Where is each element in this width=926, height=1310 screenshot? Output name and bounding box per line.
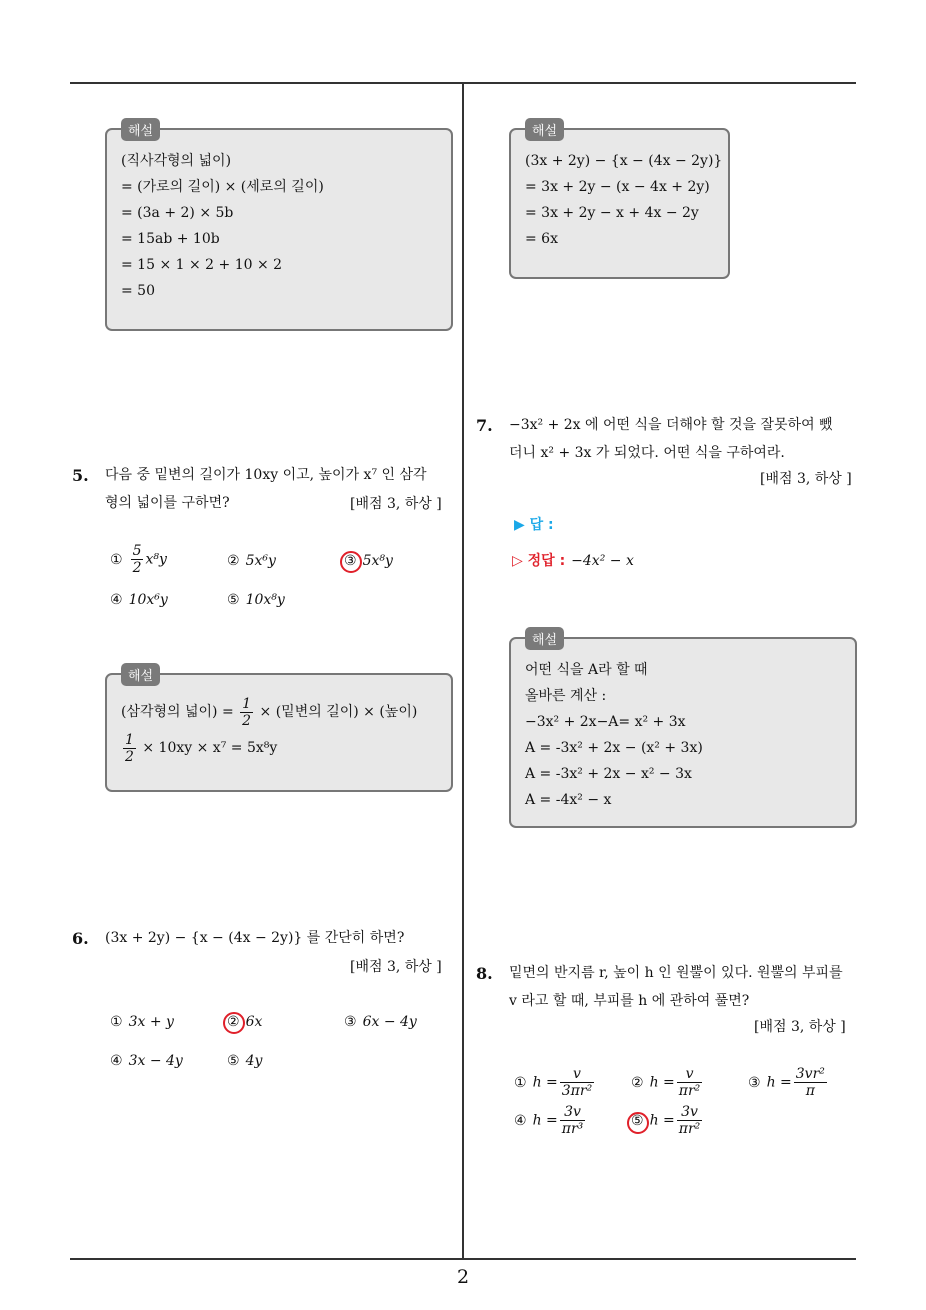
fraction-numerator: v: [677, 1066, 703, 1083]
choice-text: 3x − 4y: [128, 1053, 183, 1069]
solution-line: = (가로의 길이) × (세로의 길이): [121, 179, 324, 195]
fraction: [677, 1066, 703, 1099]
choice-mark: ①: [110, 1014, 123, 1030]
choice-4[interactable]: [110, 1053, 183, 1069]
page-number: 2: [456, 1266, 470, 1288]
choice-text: 6x: [245, 1014, 263, 1030]
choice-mark: ②: [227, 553, 240, 569]
choice-3[interactable]: [748, 1066, 829, 1099]
solution-line: [121, 695, 451, 729]
solution-line: (직사각형의 넓이): [121, 153, 232, 169]
choice-lhs: h =: [532, 1112, 558, 1129]
choice-text: 3x + y: [128, 1014, 174, 1030]
solution-line: = 50: [121, 283, 155, 299]
fraction-denominator: 3πr²: [561, 1083, 593, 1099]
choice-text: 5x⁸y: [362, 553, 393, 569]
solution-tag: 해설: [121, 118, 160, 141]
solution-line: [121, 729, 451, 767]
question-meta: [배점 3, 하상 ]: [754, 1019, 846, 1035]
fraction: [794, 1066, 827, 1099]
fraction-denominator: πr²: [678, 1121, 701, 1137]
solution-text: (삼각형의 넓이) =: [121, 704, 234, 720]
fraction-denominator: πr²: [678, 1083, 701, 1099]
choice-text: x⁸y: [145, 551, 167, 568]
fraction-numerator: 1: [242, 695, 252, 712]
choice-text: 5x⁶y: [245, 553, 276, 569]
question-text-line: v 라고 할 때, 부피를 h 에 관하여 풀면?: [509, 993, 750, 1009]
solution-line: −3x² + 2x−A= x² + 3x: [525, 714, 686, 730]
choice-mark: ①: [110, 551, 123, 568]
question-text-line: (3x + 2y) − {x − (4x − 2y)} 를 간단히 하면?: [105, 930, 405, 946]
choice-lhs: h =: [532, 1074, 558, 1091]
choice-text: 10x⁶y: [128, 592, 168, 608]
fraction-numerator: 3v: [560, 1104, 586, 1121]
column-divider: [462, 83, 464, 1258]
fraction-numerator: v: [560, 1066, 594, 1083]
choice-1[interactable]: [110, 1014, 174, 1030]
choice-lhs: h =: [649, 1112, 675, 1129]
question-number: 7.: [476, 416, 493, 435]
solution-line: = 3x + 2y − (x − 4x + 2y): [525, 179, 710, 195]
fraction-numerator: 3v: [677, 1104, 703, 1121]
solution-tag: 해설: [525, 118, 564, 141]
choice-5[interactable]: [227, 592, 285, 608]
question-number: 5.: [72, 466, 89, 485]
choice-1[interactable]: [514, 1066, 596, 1099]
choice-mark: ②: [631, 1074, 644, 1091]
question-meta: [배점 3, 하상 ]: [350, 959, 442, 975]
solution-box-q6: [509, 124, 730, 279]
choice-3[interactable]: [344, 1014, 417, 1030]
question-number: 6.: [72, 929, 89, 948]
choice-1[interactable]: [110, 543, 167, 576]
solution-line: A = -3x² + 2x − (x² + 3x): [525, 740, 703, 756]
fraction-denominator: 2: [132, 560, 142, 576]
fraction: [123, 732, 136, 765]
choice-mark: ④: [110, 592, 123, 608]
fraction: [560, 1104, 586, 1137]
question-text-line: 밑면의 반지름 r, 높이 h 인 원뿔이 있다. 원뿔의 부피를: [509, 965, 843, 981]
solution-box-q5: [105, 669, 453, 792]
choice-mark: ⑤: [227, 1053, 240, 1069]
choice-mark: ③: [344, 1014, 357, 1030]
question-text-line: 다음 중 밑변의 길이가 10xy 이고, 높이가 x⁷ 인 삼각: [105, 467, 427, 483]
solution-line: = 15ab + 10b: [121, 231, 220, 247]
choice-text: 4y: [245, 1053, 263, 1069]
choice-mark: ④: [110, 1053, 123, 1069]
question-meta: [배점 3, 하상 ]: [760, 471, 852, 487]
fraction-numerator: 5: [132, 543, 142, 559]
choice-2[interactable]: [227, 553, 276, 569]
choice-5[interactable]: [227, 1053, 262, 1069]
choice-3[interactable]: [344, 553, 393, 569]
choice-lhs: h =: [649, 1074, 675, 1091]
fraction-denominator: 2: [125, 748, 134, 765]
solution-line: = 6x: [525, 231, 558, 247]
fraction-denominator: 2: [242, 712, 252, 729]
fraction: [240, 696, 253, 729]
choice-mark: ⑤: [631, 1112, 644, 1129]
answer-input-label[interactable]: ▶ 답 :: [514, 517, 554, 533]
question-meta: [배점 3, 하상 ]: [350, 496, 442, 512]
solution-line: (3x + 2y) − {x − (4x − 2y)}: [525, 153, 723, 169]
solution-box-q4: [105, 124, 453, 331]
choice-5[interactable]: [631, 1104, 704, 1137]
fraction-numerator: 3vr²: [795, 1066, 825, 1082]
fraction-denominator: πr³: [561, 1121, 584, 1137]
correct-answer-label: ▷ 정답 :: [512, 553, 566, 569]
solution-line: A = -3x² + 2x − x² − 3x: [525, 766, 692, 782]
question-text-line: 형의 넓이를 구하면?: [105, 495, 230, 511]
choice-2[interactable]: [631, 1066, 704, 1099]
choice-text: 10x⁸y: [245, 592, 285, 608]
fraction-denominator: π: [805, 1083, 815, 1099]
solution-tag: 해설: [525, 627, 564, 650]
question-number: 8.: [476, 964, 493, 983]
question-text-line: 더니 x² + 3x 가 되었다. 어떤 식을 구하여라.: [509, 445, 785, 461]
solution-box-q7: [509, 633, 857, 828]
solution-line: = 3x + 2y − x + 4x − 2y: [525, 205, 699, 221]
question-text-line: −3x² + 2x 에 어떤 식을 더해야 할 것을 잘못하여 뺐: [509, 417, 833, 433]
choice-mark: ③: [748, 1074, 761, 1091]
choice-mark: ②: [227, 1014, 240, 1030]
choice-4[interactable]: [514, 1104, 587, 1137]
choice-lhs: h =: [766, 1074, 792, 1091]
correct-answer-value: −4x² − x: [571, 553, 634, 569]
choice-4[interactable]: [110, 592, 168, 608]
choice-mark: ④: [514, 1112, 527, 1129]
bottom-rule: [70, 1258, 856, 1260]
choice-mark: ⑤: [227, 592, 240, 608]
solution-line: = (3a + 2) × 5b: [121, 205, 234, 221]
solution-line: A = -4x² − x: [525, 792, 612, 808]
fraction-numerator: 1: [125, 731, 134, 748]
solution-tag: 해설: [121, 663, 160, 686]
fraction: [131, 543, 144, 576]
choice-text: 6x − 4y: [362, 1014, 417, 1030]
fraction: [560, 1066, 594, 1099]
choice-2[interactable]: [227, 1014, 262, 1030]
correct-answer: [512, 550, 634, 570]
fraction: [677, 1104, 703, 1137]
solution-text: × 10xy × x⁷ = 5x⁸y: [142, 740, 278, 756]
solution-line: = 15 × 1 × 2 + 10 × 2: [121, 257, 283, 273]
choice-mark: ③: [344, 553, 357, 569]
solution-line: 어떤 식을 A라 할 때: [525, 662, 648, 678]
solution-line: 올바른 계산 :: [525, 688, 607, 704]
choice-mark: ①: [514, 1074, 527, 1091]
solution-text: × (밑변의 길이) × (높이): [259, 704, 418, 720]
